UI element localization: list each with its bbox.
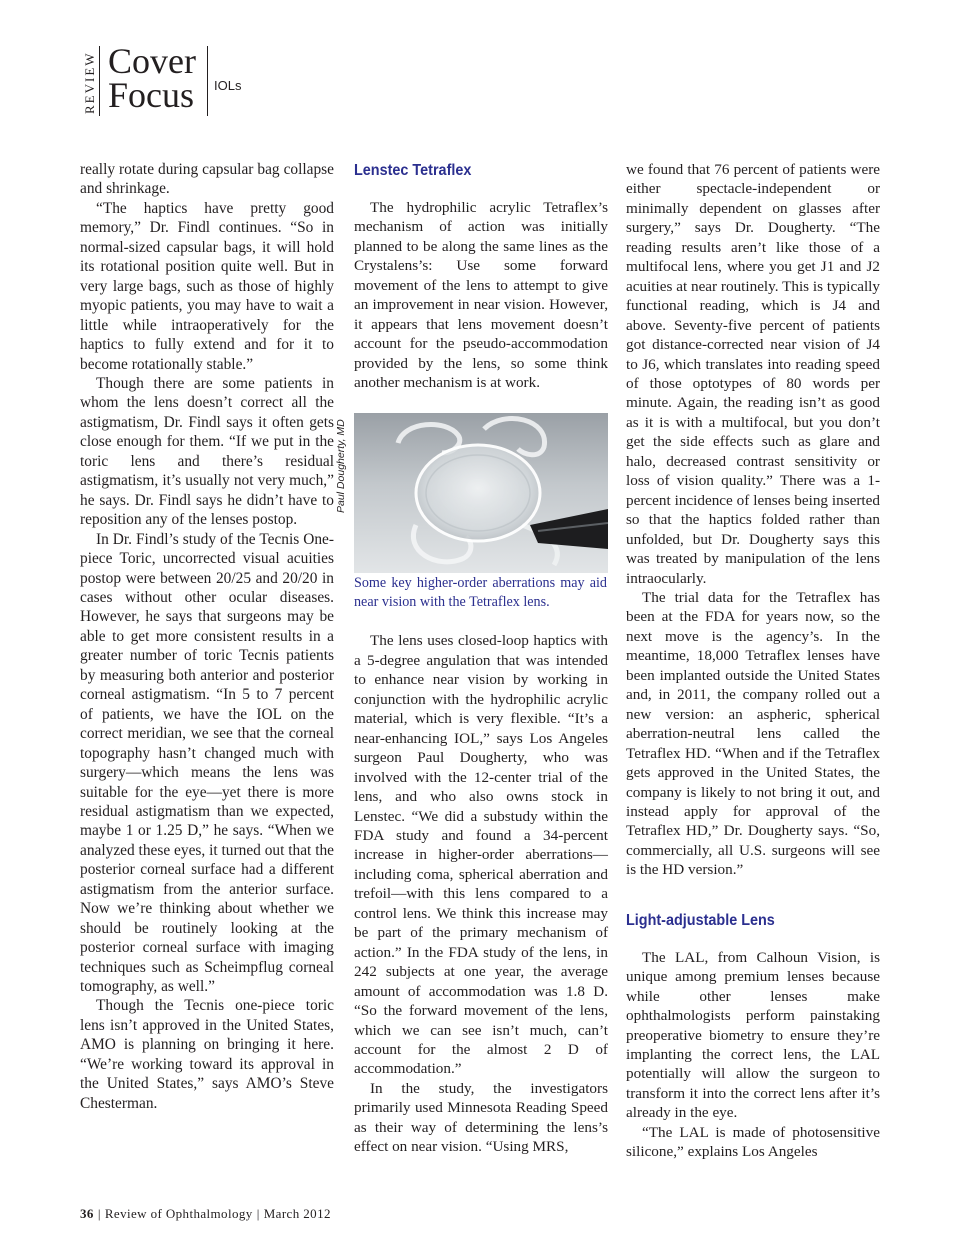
paragraph: really rotate during capsular bag collapse and shrinkage. — [80, 161, 334, 198]
paragraph: In the study, the investigators primarily used Minnesota Reading Speed as their way of determining the lens’s effect on near vision. “Using MRS, — [354, 1079, 608, 1156]
cover-line-2: Focus — [108, 75, 195, 115]
tetraflex-lens-illustration — [354, 413, 608, 573]
section-heading-tetraflex: Lenstec Tetraflex — [354, 162, 472, 179]
figure-tetraflex — [335, 413, 608, 612]
issue-date: March 2012 — [263, 1206, 331, 1221]
section-heading-lal: Light-adjustable Lens — [626, 911, 775, 929]
section-label: IOLs — [214, 78, 242, 93]
article-column-2 — [335, 160, 608, 1157]
photo-credit: Paul Dougherty, MD — [335, 418, 347, 513]
article-column-1 — [80, 160, 334, 1113]
paragraph: The trial data for the Tetraflex has been at the FDA for years now, so the next move is the agency’s. In the meantime, 18,000 Tetraflex lenses have been implanted outside the United States and, in 2011, the company rolled out a new version: an aspheric, spherical aberration-neutral lens called the Tetraflex HD. “When and if the Tetraflex gets approved in the United States, the company is likely to not bring it out, and instead apply for approval of the Tetraflex HD,” Dr. Dougherty says. “So, commercially, all U.S. surgeons will see is the HD version.” — [626, 588, 880, 879]
paragraph: The lens uses closed-loop haptics with a 5-degree angulation that was intended to enhance near vision by working in conjunction with the hydrophilic acrylic material, which is very flexible. “It’s a near-enhancing IOL,” says Los Angeles surgeon Paul Dougherty, who was involved with the 12-center trial of the lens, and who also owns stock in Lenstec. “We did a substudy within the FDA study and found a 34-percent increase in higher-order aberrations—including coma, spherical aberration and trefoil—with this lens compared to a control lens. We think this increase may be part of the primary mechanism of action.” In the FDA study of the lens, in 242 subjects at one year, the average amount of accommodation was 1.8 D. “So the forward movement of the lens, which we can see isn’t much, can’t account for the almost 2 D of accommodation.” — [354, 632, 608, 1078]
paragraph: In Dr. Findl’s study of the Tecnis One-piece Toric, uncorrected visual acuities postop were between 20/25 and 20/20 in cases without other ocular diseases. However, he says that surgeons may be able to get more consistent results in a greater number of toric Tecnis patients by measuring both anterior and posterior corneal astigmatism. “In 5 to 7 percent of patients, we have the IOL on the correct meridian, we see that the corneal topography hasn’t changed much with surgery—which means the lens was suitable for the eye—yet there is more residual astigmatism than we expected, maybe 1 or 1.25 D,” he says. “When we analyzed these eyes, it turned out that the posterior corneal surface had a different astigmatism from the anterior surface. Now we’re thinking about whether we should be routinely looking at the posterior corneal surface with imaging techniques such as Scheimpflug corneal tomography, as well.” — [80, 530, 334, 996]
page-number: 36 — [80, 1206, 94, 1221]
review-label: REVIEW — [82, 51, 97, 114]
paragraph: “The LAL is made of photosensitive silicone,” explains Los Angeles — [626, 1123, 880, 1161]
figure-caption: Some key higher-order aberrations may aid near vision with the Tetraflex lens. — [354, 573, 607, 610]
paragraph: The hydrophilic acrylic Tetraflex’s mechanism of action was initially planned to be along the same lines as the Crystalens’s: Use some forward movement of the lens to attempt to give an improvement in near vision. However, it appears that lens movement doesn’t account for the pseudo-accommodation provided by the lens, so some think another mechanism is at work. — [354, 199, 608, 392]
lens-photo — [354, 413, 608, 573]
paragraph: “The haptics have pretty good memory,” Dr. Findl continues. “So in normal-sized capsular bags, it will hold its rotational position quite well. But in very large bags, such as those of highly myopic patients, you may have to wait a little while intraoperatively for the haptics to fully extend and for it to become rotationally stable.” — [80, 199, 334, 373]
paragraph: Though the Tecnis one-piece toric lens isn’t approved in the United States, AMO is planning on bringing it here. “We’re working toward its approval in the United States,” says AMO’s Steve Chesterman. — [80, 997, 334, 1112]
page-footer: 36 | Review of Ophthalmology | March 2012 — [80, 1206, 331, 1221]
paragraph: we found that 76 percent of patients were either spectacle-independent or minimally dependent on glasses after surgery,” says Dr. Dougherty. “The reading results aren’t like those of a multifocal lens, where you get J1 and J2 acuities at near routinely. This is typically functional reading, which is J4 and above. Seventy-five percent of patients got distance-corrected near vision of J4 to J6, which translates into reading speed of those optotypes of 80 words per minute. Again, the reading isn’t as good as it is with a multifocal, but you don’t get the side effects such as glare and halo, decreased contrast sensitivity or loss of vision quality.” There was a 1-percent incidence of lenses being inserted so that the haptics folded rather than unfolded, but Dr. Dougherty says this was treated by manipulation of the lens intraocularly. — [626, 161, 880, 587]
paragraph: The LAL, from Calhoun Vision, is unique among premium lenses because while other lenses make ophthalmologists perform painstaking preoperative biometry to ensure they’re implanting the correct lens, the LAL potentially will allow the surgeon to transform it into the correct lens after it’s already in the eye. — [626, 948, 880, 1122]
cover-line-1: Cover — [108, 41, 196, 81]
masthead-divider-right — [207, 46, 208, 116]
cover-focus-title — [108, 41, 196, 115]
masthead-divider-left — [99, 46, 100, 116]
paragraph: Though there are some patients in whom the lens doesn’t correct all the astigmatism, Dr. Findl says it often gets close enough for them. “If we put in the toric lens and there’s residual astigmatism, it’s usually not very much,” he says. Dr. Findl says he didn’t have to reposition any of the lenses postop. — [80, 374, 334, 529]
article-column-3 — [626, 160, 880, 1162]
publication-name: Review of Ophthalmology — [104, 1206, 253, 1221]
